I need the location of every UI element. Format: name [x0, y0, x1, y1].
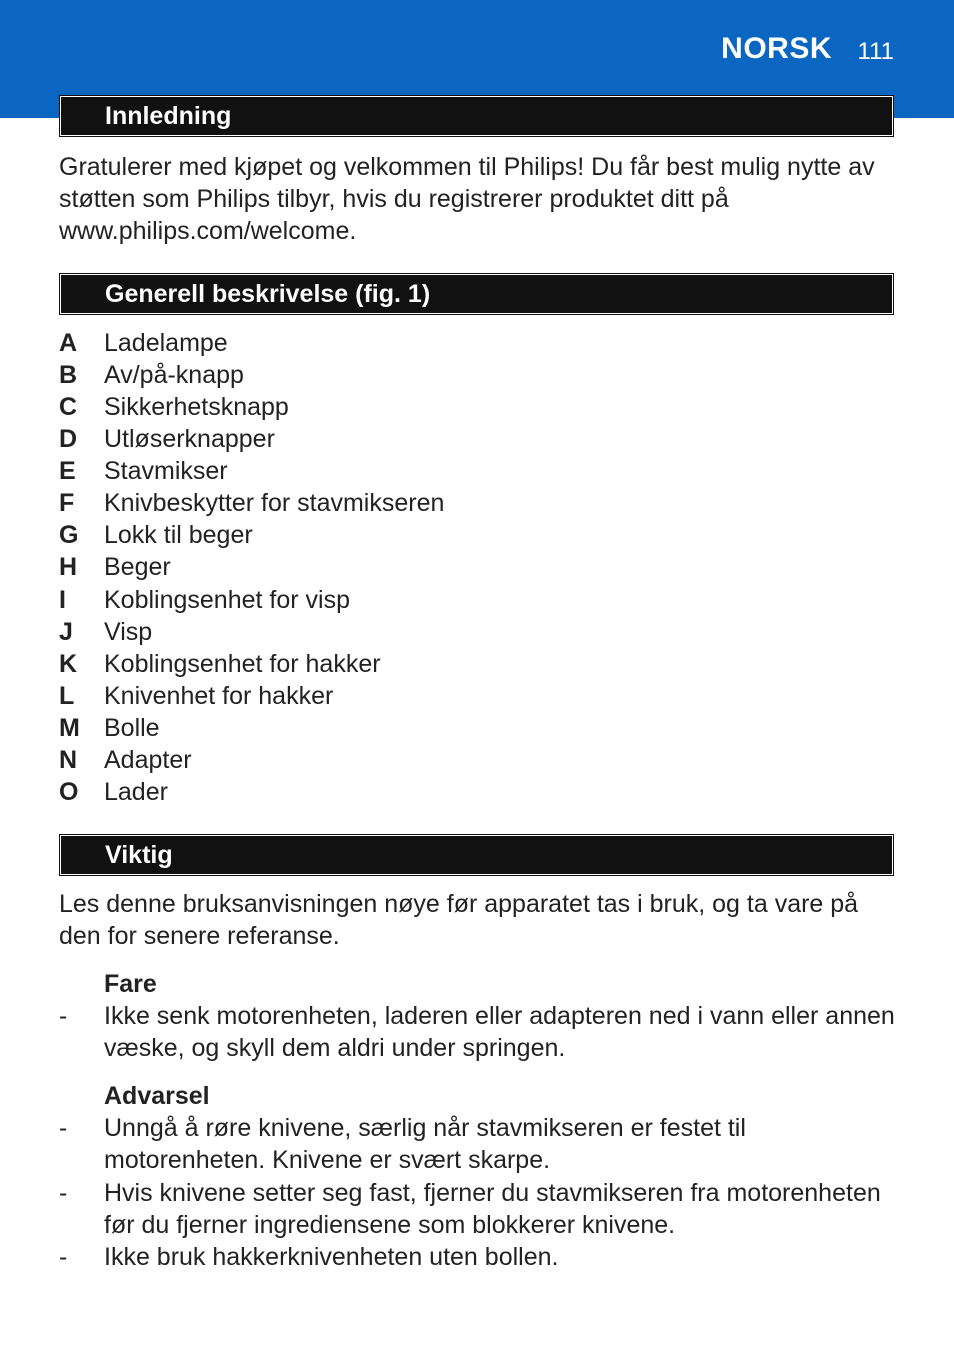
legend-text: Lader: [104, 777, 168, 806]
legend-letter: M: [59, 713, 80, 742]
bullet-text: Unngå å røre knivene, særlig når stavmikseren er festet til motorenheten. Knivene er svært skarpe.: [104, 1114, 746, 1174]
legend-text: Koblingsenhet for hakker: [104, 649, 381, 678]
legend-letter: B: [59, 361, 78, 390]
legend-letter: N: [59, 745, 78, 774]
section-title-intro: Innledning: [105, 102, 232, 130]
header-language: NORSK: [721, 32, 832, 65]
legend-text: Sikkerhetsknapp: [104, 393, 289, 422]
warning-bullet: [59, 1112, 899, 1176]
section-bar-intro: [60, 96, 893, 136]
legend-letter: E: [59, 457, 76, 486]
legend-text: Knivbeskytter for stavmikseren: [104, 489, 445, 518]
legend-text: Koblingsenhet for visp: [104, 585, 350, 614]
legend-letter: G: [59, 521, 79, 550]
legend-text: Adapter: [104, 745, 192, 774]
bullet-dash: -: [59, 1002, 68, 1030]
legend-letter: D: [59, 425, 78, 454]
legend-text: Knivenhet for hakker: [104, 681, 334, 710]
section-title-important: Viktig: [105, 841, 173, 869]
section-bar-important: [60, 835, 893, 875]
bullet-dash: -: [59, 1114, 68, 1142]
legend-text: Lokk til beger: [104, 521, 253, 550]
bullet-text: Hvis knivene setter seg fast, fjerner du stavmikseren fra motorenheten før du fjerner ingrediensene som blokkerer knivene.: [104, 1179, 881, 1239]
legend-text: Beger: [104, 553, 171, 582]
bullet-dash: -: [59, 1243, 68, 1271]
legend-text: Stavmikser: [104, 457, 228, 486]
danger-bullet: [59, 1000, 899, 1064]
page-number: 111: [857, 38, 894, 65]
intro-paragraph: Gratulerer med kjøpet og velkommen til Philips! Du får best mulig nytte av støtten som Philips tilbyr, hvis du registrerer produktet ditt på www.philips.com/welcome.: [59, 153, 875, 245]
danger-heading: Fare: [104, 970, 157, 998]
legend-letter: O: [59, 777, 79, 806]
section-title-description: Generell beskrivelse (fig. 1): [105, 280, 431, 308]
warning-heading: Advarsel: [104, 1082, 210, 1110]
legend-letter: J: [59, 617, 73, 646]
legend-letter: L: [59, 681, 75, 710]
warning-bullet: [59, 1177, 899, 1241]
bullet-text: Ikke bruk hakkerknivenheten uten bollen.: [104, 1243, 559, 1271]
important-paragraph: Les denne bruksanvisningen nøye før apparatet tas i bruk, og ta vare på den for senere referanse.: [59, 890, 859, 950]
legend-letter: I: [59, 585, 66, 614]
legend-text: Av/på-knapp: [104, 361, 244, 390]
legend-text: Visp: [104, 617, 153, 646]
legend-letter: K: [59, 649, 78, 678]
warning-bullet: [59, 1241, 899, 1273]
legend-letter: A: [59, 329, 78, 357]
bullet-text: Ikke senk motorenheten, laderen eller adapteren ned i vann eller annen væske, og skyll dem aldri under springen.: [104, 1002, 895, 1062]
legend-text: Utløserknapper: [104, 425, 275, 454]
legend-text: Bolle: [104, 713, 160, 742]
legend-text: Ladelampe: [104, 329, 228, 357]
legend-letter: F: [59, 489, 75, 518]
section-bar-description: [60, 274, 893, 314]
bullet-dash: -: [59, 1179, 68, 1207]
legend-letter: H: [59, 553, 78, 582]
legend-letter: C: [59, 393, 78, 422]
